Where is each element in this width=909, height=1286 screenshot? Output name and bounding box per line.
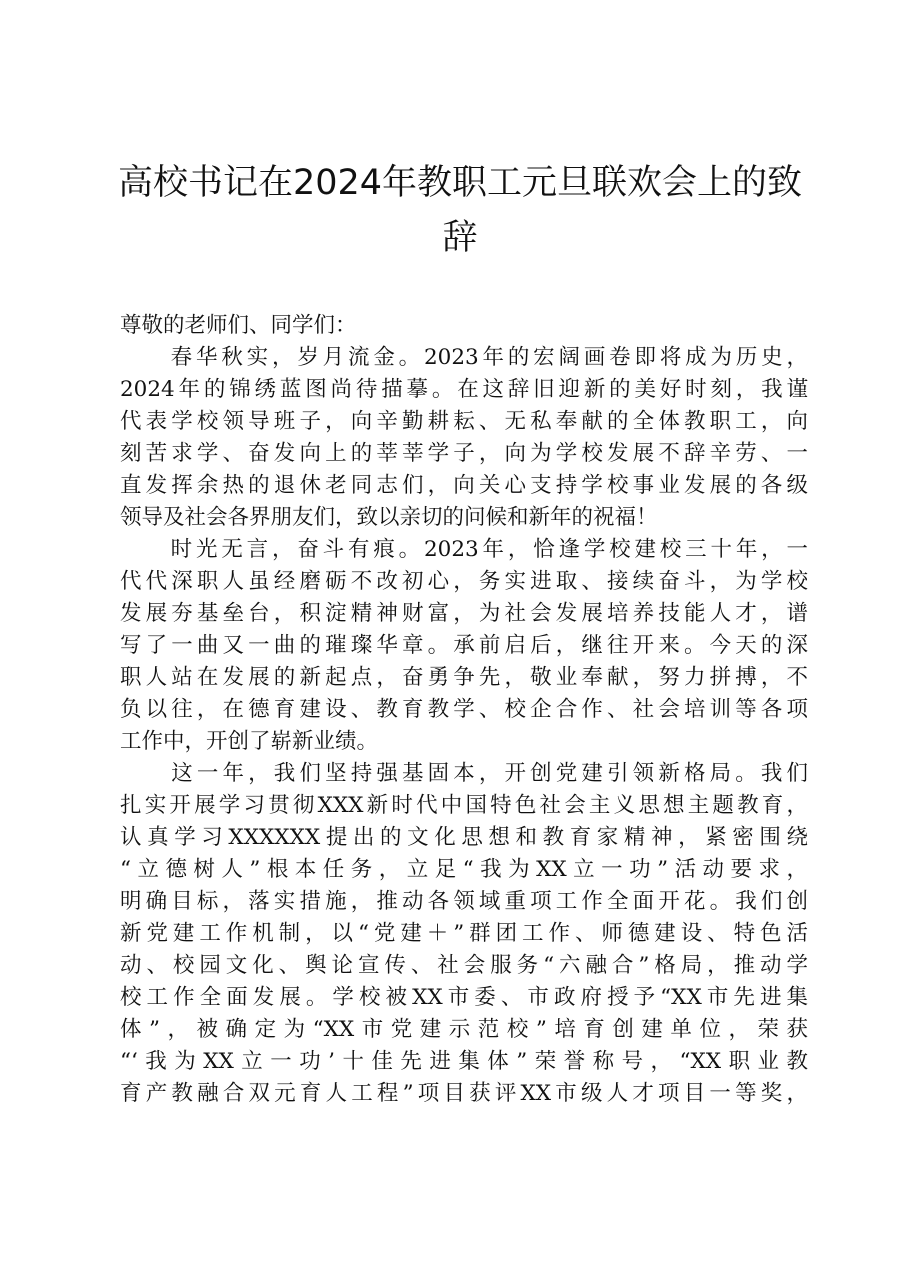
document-title: [110, 156, 810, 266]
text-line: 写了一曲又一曲的璀璨华章。承前启后，继往开来。今天的深: [120, 633, 808, 658]
text-line: 2024年的锦绣蓝图尚待描摹。在这辞旧迎新的美好时刻，我谨: [120, 377, 808, 402]
text-line: 春华秋实，岁月流金。2023年的宏阔画卷即将成为历史，: [120, 345, 808, 370]
text-line: “‘我为XX立一功’十佳先进集体”荣誉称号，“XX职业教: [120, 1049, 808, 1074]
body-text: [120, 342, 808, 1110]
text-line: 这一年，我们坚持强基固本，开创党建引领新格局。我们: [120, 761, 808, 786]
document-body: [120, 310, 808, 1110]
text-line: “立德树人”根本任务，立足“我为XX立一功”活动要求，: [120, 857, 808, 882]
text-line: 职人站在发展的新起点，奋勇争先，敬业奉献，努力拼搏，不: [120, 665, 808, 690]
text-line: 刻苦求学、奋发向上的莘莘学子，向为学校发展不辞辛劳、一: [120, 441, 808, 466]
text-line: 领导及社会各界朋友们，致以亲切的问候和新年的祝福！: [120, 505, 658, 530]
text-line: 明确目标，落实措施，推动各领域重项工作全面开花。我们创: [120, 889, 808, 914]
title-line-2: 辞: [442, 218, 478, 258]
title-line-1: 高校书记在2024年教职工元旦联欢会上的致: [117, 163, 803, 203]
text-line: 负以往，在德育建设、教育教学、校企合作、社会培训等各项: [120, 697, 808, 722]
text-line: 体”，被确定为“XX市党建示范校”培育创建单位，荣获: [120, 1017, 808, 1042]
text-line: 育产教融合双元育人工程”项目获评XX市级人才项目一等奖，: [120, 1081, 808, 1106]
text-line: 新党建工作机制，以“党建＋”群团工作、师德建设、特色活: [120, 921, 808, 946]
text-line: 认真学习XXXXXX提出的文化思想和教育家精神，紧密围绕: [120, 825, 808, 850]
text-line: 发展夯基垒台，积淀精神财富，为社会发展培养技能人才，谱: [120, 601, 808, 626]
text-line: 扎实开展学习贯彻XXX新时代中国特色社会主义思想主题教育，: [120, 793, 808, 818]
text-line: 时光无言，奋斗有痕。2023年，恰逢学校建校三十年，一: [120, 537, 808, 562]
salutation: 尊敬的老师们、同学们：: [120, 313, 357, 338]
text-line: 代表学校领导班子，向辛勤耕耘、无私奉献的全体教职工，向: [120, 409, 808, 434]
text-line: 工作中，开创了崭新业绩。: [120, 729, 379, 754]
text-line: 直发挥余热的退休老同志们，向关心支持学校事业发展的各级: [120, 473, 808, 498]
text-line: 代代深职人虽经磨砺不改初心，务实进取、接续奋斗，为学校: [120, 569, 808, 594]
text-line: 动、校园文化、舆论宣传、社会服务“六融合”格局，推动学: [120, 953, 808, 978]
text-line: 校工作全面发展。学校被XX市委、市政府授予“XX市先进集: [120, 985, 808, 1010]
